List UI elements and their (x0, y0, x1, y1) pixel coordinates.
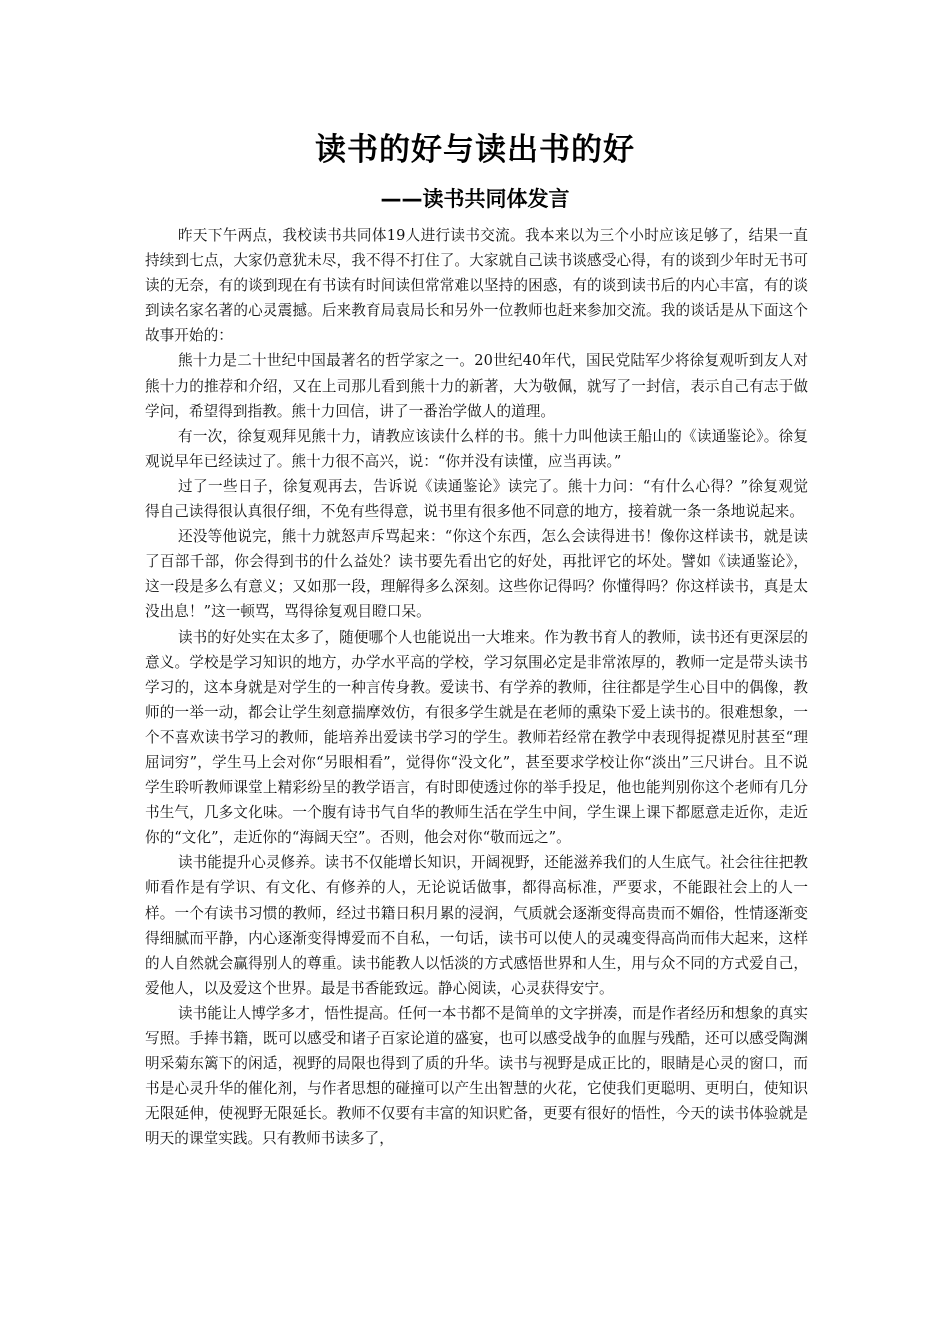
paragraph-teacher-reading: 读书的好处实在太多了，随便哪个人也能说出一大堆来。作为教书育人的教师，读书还有更深层的意义。学校是学习知识的地方，办学水平高的学校，学习氛围必定是非常浓厚的，教师一定是带头读书学习的，这本身就是对学生的一种言传身教。爱读书、有学养的教师，往往都是学生心目中的偶像，教师的一举一动，都会让学生刻意揣摩效仿，有很多学生就是在老师的熏染下爱上读书的。很难想象，一个不喜欢读书学习的教师，能培养出爱读书学习的学生。教师若经常在教学中表现得捉襟见肘甚至“理屈词穷”，学生马上会对你“另眼相看”，觉得你“没文化”，甚至要求学校让你“淡出”三尺讲台。且不说学生聆听教师课堂上精彩纷呈的教学语言，有时即使透过你的举手投足，他也能判别你这个老师有几分书生气，几多文化味。一个腹有诗书气自华的教师生活在学生中间，学生课上课下都愿意走近你，走近你的“文化”，走近你的“海阔天空”。否则，他会对你“敬而远之”。 (145, 628, 808, 847)
paragraph-intro: 昨天下午两点，我校读书共同体19人进行读书交流。我本来以为三个小时应该足够了，结果一直持续到七点，大家仍意犹未尽，我不得不打住了。大家就自己读书谈感受心得，有的谈到少年时无书可读的无奈，有的谈到现在有书读有时间读但常常难以坚持的困惑，有的谈到读书后的内心丰富，有的谈到读名家名著的心灵震撼。后来教育局袁局长和另外一位教师也赶来参加交流。我的谈话是从下面这个故事开始的： (145, 227, 808, 345)
paragraph-spiritual-cultivation: 读书能提升心灵修养。读书不仅能增长知识，开阔视野，还能滋养我们的人生底气。社会往往把教师看作是有学识、有文化、有修养的人，无论说话做事，都得高标准，严要求，不能跟社会上的人一样。一个有读书习惯的教师，经过书籍日积月累的浸润，气质就会逐渐变得高贵而不媚俗，性情逐渐变得细腻而平静，内心逐渐变得博爱而不自私，一句话，读书可以使人的灵魂变得高尚而伟大起来，这样的人自然就会赢得别人的尊重。读书能教人以恬淡的方式感悟世界和人生，用与众不同的方式爱自己，爱他人，以及爱这个世界。最是书香能致远。静心阅读，心灵获得安宁。 (145, 854, 808, 997)
paragraph-first-visit: 有一次，徐复观拜见熊十力，请教应该读什么样的书。熊十力叫他读王船山的《读通鉴论》。徐复观说早年已经读过了。熊十力很不高兴，说：“你并没有读懂，应当再读。” (145, 427, 808, 470)
paragraph-erudition: 读书能让人博学多才，悟性提高。任何一本书都不是简单的文字拼凑，而是作者经历和想象的真实写照。手捧书籍，既可以感受和诸子百家论道的盛宴，也可以感受战争的血腥与残酷，还可以感受陶渊明采菊东篱下的闲适，视野的局限也得到了质的升华。读书与视野是成正比的，眼睛是心灵的窗口，而书是心灵升华的催化剂，与作者思想的碰撞可以产生出智慧的火花，它使我们更聪明、更明白，使知识无限延伸，使视野无限延长。教师不仅要有丰富的知识贮备，更要有很好的悟性，今天的读书体验就是明天的课堂实践。只有教师书读多了， (145, 1004, 808, 1148)
paragraph-scolding: 还没等他说完，熊十力就怒声斥骂起来：“你这个东西，怎么会读得进书！像你这样读书，就是读了百部千部，你会得到书的什么益处？读书要先看出它的好处，再批评它的坏处。譬如《读通鉴论》，这一段是多么有意义；又如那一段，理解得多么深刻。这些你记得吗？你懂得吗？你这样读书，真是太没出息！”这一顿骂，骂得徐复观目瞪口呆。 (145, 528, 808, 621)
document-body (145, 223, 808, 1151)
document-subtitle: ——读书共同体发言 (380, 187, 570, 211)
document-title: 读书的好与读出书的好 (315, 132, 635, 168)
paragraph-second-visit: 过了一些日子，徐复观再去，告诉说《读通鉴论》读完了。熊十力问：“有什么心得？”徐复观觉得自己读得很认真很仔细，不免有些得意，说书里有很多他不同意的地方，接着就一条一条地说起来。 (145, 477, 808, 521)
paragraph-xiong-shili: 熊十力是二十世纪中国最著名的哲学家之一。20世纪40年代，国民党陆军少将徐复观听到友人对熊十力的推荐和介绍，又在上司那儿看到熊十力的新著，大为敬佩，就写了一封信，表示自己有志于做学问，希望得到指教。熊十力回信，讲了一番治学做人的道理。 (145, 352, 808, 420)
